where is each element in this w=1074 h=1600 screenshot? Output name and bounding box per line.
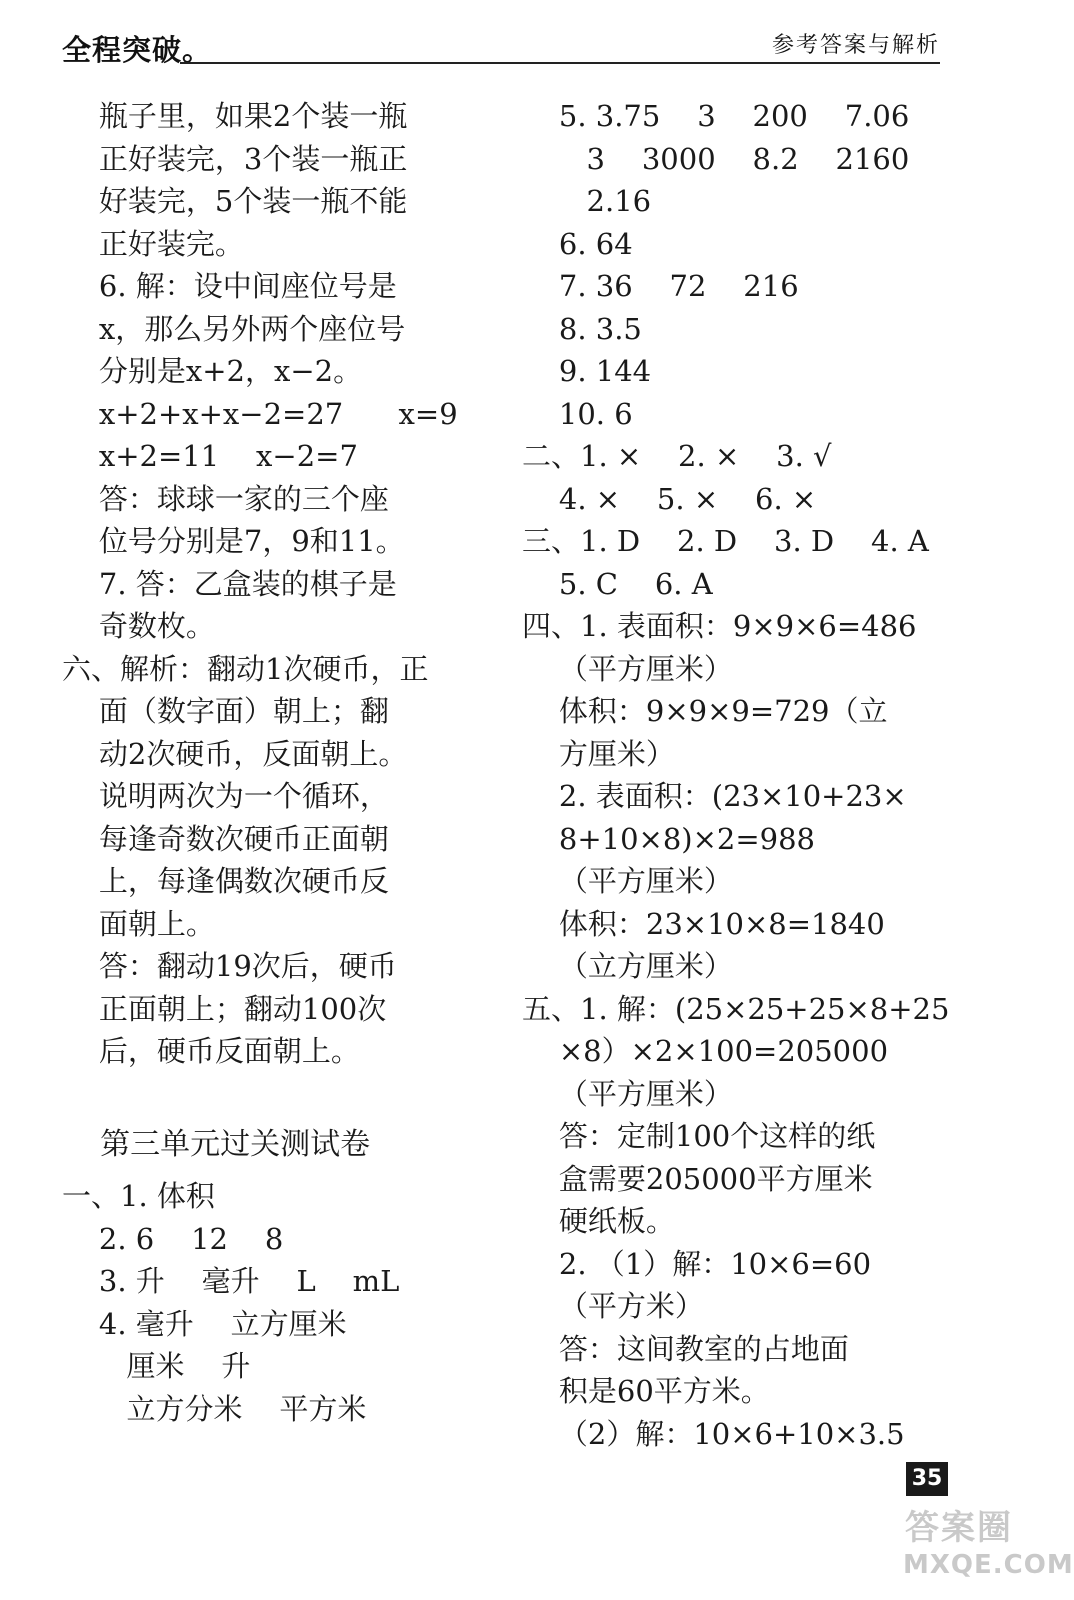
answer-line: 5. 3.75 3 200 7.06 — [522, 99, 910, 133]
answer-line: 瓶子里，如果2个装一瓶 — [62, 99, 408, 133]
answer-line: ×8）×2×100=205000 — [522, 1034, 889, 1068]
answer-line: 答：翻动19次后，硬币 — [62, 949, 397, 983]
answer-line: 厘米 升 — [62, 1349, 251, 1383]
answer-line: 答：球球一家的三个座 — [62, 481, 389, 516]
answer-line: 立方分米 平方米 — [62, 1391, 367, 1426]
answer-line: 3. 升 毫升 L mL — [62, 1264, 400, 1298]
answer-line: 积是60平方米。 — [522, 1374, 770, 1408]
section-title: 参考答案与解析 — [771, 33, 940, 58]
answer-line: 2. 6 12 8 — [62, 1221, 284, 1256]
answer-line: 面朝上。 — [62, 906, 215, 941]
answer-line: x+2=11 x−2=7 — [62, 439, 358, 473]
answer-line: 说明两次为一个循环， — [62, 779, 389, 813]
answer-line: 10. 6 — [522, 396, 633, 431]
answer-line: 面（数字面）朝上；翻 — [62, 694, 389, 728]
answer-line: 体积：9×9×9=729（立 — [522, 694, 888, 728]
spacer — [62, 1073, 492, 1116]
answer-line: 三、1. D 2. D 3. D 4. A — [522, 524, 929, 558]
answer-line: 动2次硬币，反面朝上。 — [62, 736, 408, 771]
watermark-site-text: MXQE.COM — [903, 1550, 1074, 1580]
answer-line: 6. 解：设中间座位号是 — [62, 269, 397, 303]
answer-line: 六、解析：翻动1次硬币，正 — [62, 651, 429, 686]
answer-line: 一、1. 体积 — [62, 1179, 215, 1213]
answer-line: 分别是x+2，x−2。 — [62, 354, 363, 388]
answer-line: 体积：23×10×8=1840 — [522, 906, 885, 941]
answer-line: 4. 毫升 立方厘米 — [62, 1306, 347, 1341]
answer-line: 答：定制100个这样的纸 — [522, 1119, 876, 1153]
answer-line: 正好装完，3个装一瓶正 — [62, 141, 408, 176]
answer-line: 7. 答：乙盒装的棋子是 — [62, 566, 397, 601]
answer-line: 8+10×8)×2=988 — [522, 821, 815, 856]
answer-line: 好装完，5个装一瓶不能 — [62, 184, 408, 218]
answer-line: 9. 144 — [522, 354, 652, 388]
answer-line: 正好装完。 — [62, 226, 244, 261]
unit-test-title: 第三单元过关测试卷 — [62, 1127, 371, 1162]
answer-line: 4. × 5. × 6. × — [522, 481, 817, 516]
answer-line: 奇数枚。 — [62, 609, 215, 643]
answer-line: （2）解：10×6+10×3.5 — [522, 1416, 905, 1451]
answer-line: 二、1. × 2. × 3. √ — [522, 439, 832, 473]
answer-line: 每逢奇数次硬币正面朝 — [62, 821, 389, 856]
answer-line: （立方厘米） — [522, 949, 733, 983]
answer-line: 后，硬币反面朝上。 — [62, 1034, 360, 1068]
answer-line: x，那么另外两个座位号 — [62, 311, 406, 346]
answer-line: 上，每逢偶数次硬币反 — [62, 864, 389, 898]
answer-line: 8. 3.5 — [522, 311, 642, 346]
answer-line: 正面朝上；翻动100次 — [62, 991, 387, 1026]
header-rule — [180, 62, 940, 64]
page-header — [62, 22, 940, 66]
watermark-logo-text: 答案圈 — [905, 1508, 1013, 1548]
answer-line: 答：这间教室的占地面 — [522, 1331, 849, 1366]
answer-line: 盒需要205000平方厘米 — [522, 1161, 873, 1196]
answer-line: 2. 表面积：(23×10+23× — [522, 779, 907, 813]
answer-line: （平方米） — [522, 1289, 704, 1323]
answer-line: 硬纸板。 — [522, 1204, 675, 1238]
answer-line: 7. 36 72 216 — [522, 269, 799, 303]
answer-line: 2. （1）解：10×6=60 — [522, 1246, 872, 1281]
answer-line: （平方厘米） — [522, 1076, 733, 1111]
book-brand: 全程突破。 — [62, 33, 213, 67]
answer-line: 位号分别是7，9和11。 — [62, 524, 405, 558]
answer-line: （平方厘米） — [522, 864, 733, 898]
answer-line: x+2+x+x−2=27 x=9 — [62, 396, 458, 431]
left-column — [62, 95, 492, 1430]
answer-line: 5. C 6. A — [522, 566, 713, 601]
answer-line: 3 3000 8.2 2160 — [522, 141, 910, 176]
right-column — [522, 95, 952, 1455]
watermark — [903, 1500, 1074, 1590]
answer-line: 方厘米） — [522, 736, 675, 771]
answer-line: 6. 64 — [522, 226, 633, 261]
answer-line: （平方厘米） — [522, 651, 733, 686]
answer-line: 2.16 — [522, 184, 652, 218]
page-number: 35 — [906, 1462, 948, 1496]
answer-line: 五、1. 解：(25×25+25×8+25 — [522, 991, 950, 1026]
answer-line: 四、1. 表面积：9×9×6=486 — [522, 609, 917, 643]
